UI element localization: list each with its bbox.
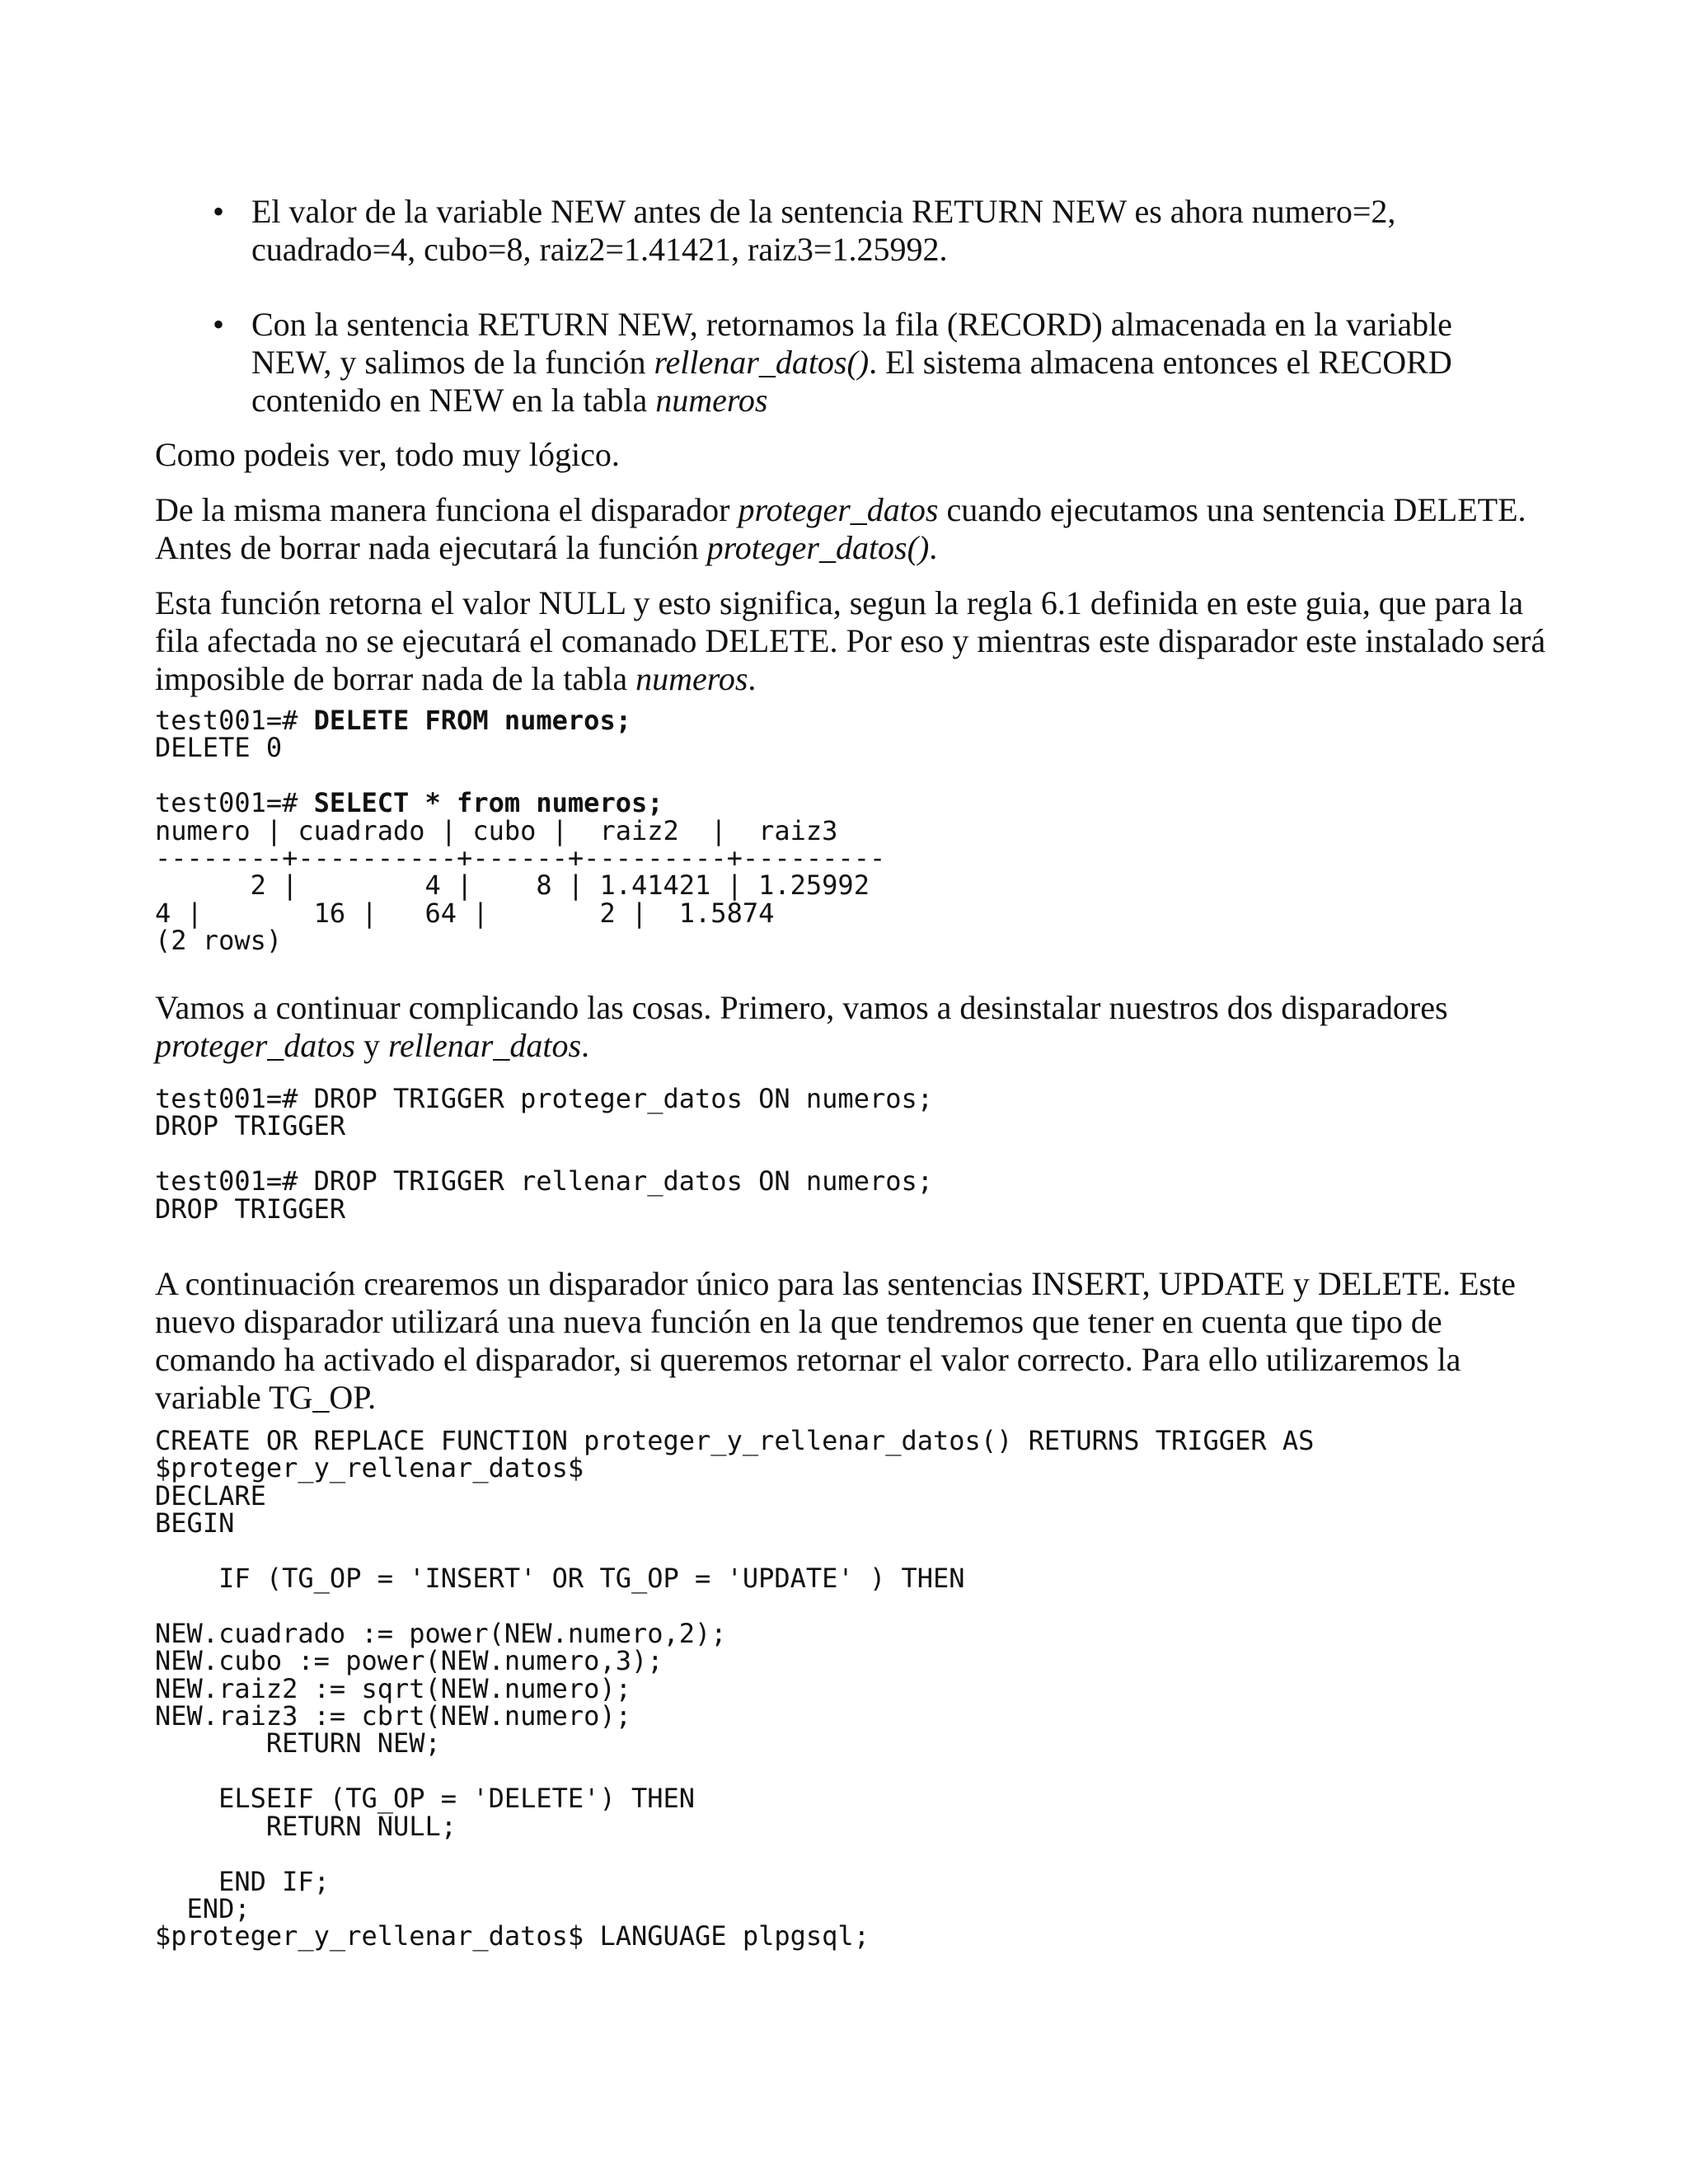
result-row: 2 | 4 | 8 | 1.41421 | 1.25992 xyxy=(155,869,870,902)
paragraph-proteger-italic-b: proteger_datos() xyxy=(706,529,930,566)
paragraph-proteger-text-b: cuando ejecutamos una sentencia DELETE. Antes de borrar nada ejecutará la función xyxy=(155,491,1526,566)
paragraph-continuar-italic-b: rellenar_datos xyxy=(387,1027,582,1064)
psql-command: SELECT * from numeros; xyxy=(313,787,663,819)
paragraph-continuar xyxy=(155,989,1556,1065)
bullet-1-text: El valor de la variable NEW antes de la sentencia RETURN NEW es ahora numero=2, cuadrado=4, cubo=8, raiz2=1.41421, raiz3=1.25992. xyxy=(251,193,1396,268)
result-header: numero | cuadrado | cubo | raiz2 | raiz3 xyxy=(155,814,838,846)
paragraph-null-italic: numeros xyxy=(635,660,748,697)
paragraph-proteger-text-a: De la misma manera funciona el disparador xyxy=(155,491,738,528)
code-line: NEW.raiz3 := cbrt(NEW.numero); xyxy=(155,1700,631,1732)
code-block-delete-select xyxy=(155,707,885,955)
bullet-2-text-b: . El sistema almacena entonces el RECORD contenido en NEW en la tabla xyxy=(251,344,1452,419)
bullet-2-text-a: Con la sentencia RETURN NEW, retornamos la fila (RECORD) almacenada en la variable NEW, y salimos de la función xyxy=(251,306,1452,381)
code-line: END IF; xyxy=(155,1865,330,1897)
bullet-2-italic-table: numeros xyxy=(655,382,768,419)
bullet-marker: • xyxy=(213,306,225,343)
code-block-drop-triggers xyxy=(155,1085,933,1223)
bullet-marker: • xyxy=(213,193,225,230)
code-line: NEW.raiz2 := sqrt(NEW.numero); xyxy=(155,1672,631,1704)
result-row: 4 | 16 | 64 | 2 | 1.5874 xyxy=(155,897,775,929)
code-line: NEW.cubo := power(NEW.numero,3); xyxy=(155,1645,663,1677)
paragraph-null-text-b: . xyxy=(748,660,757,697)
psql-command: DELETE FROM numeros; xyxy=(313,705,631,736)
code-line: END; xyxy=(155,1892,251,1924)
code-line: DELETE 0 xyxy=(155,732,283,764)
code-line-blank xyxy=(155,1840,1314,1868)
code-line-blank xyxy=(155,1538,1314,1565)
code-line-blank xyxy=(155,762,885,790)
result-separator: --------+----------+------+---------+--------- xyxy=(155,842,886,874)
code-line: ELSEIF (TG_OP = 'DELETE') THEN xyxy=(155,1783,696,1815)
paragraph-logico-text: Como podeis ver, todo muy lógico. xyxy=(155,436,620,473)
paragraph-proteger-text-c: . xyxy=(929,529,938,566)
code-line: $proteger_y_rellenar_datos$ LANGUAGE plpgsql; xyxy=(155,1920,870,1952)
code-line-blank xyxy=(155,1141,933,1168)
paragraph-continuar-text-c: . xyxy=(581,1027,590,1064)
psql-prompt: test001=# xyxy=(155,787,314,819)
code-line: DECLARE xyxy=(155,1479,266,1511)
code-line xyxy=(155,787,885,819)
paragraph-proteger xyxy=(155,491,1556,567)
paragraph-unico xyxy=(155,1265,1556,1417)
paragraph-continuar-italic-a: proteger_datos xyxy=(155,1027,355,1064)
code-line: DROP TRIGGER xyxy=(155,1193,346,1225)
paragraph-unico-text: A continuación crearemos un disparador único para las sentencias INSERT, UPDATE y DELETE. Este nuevo disparador utilizará una nueva función en la que tendremos que tener en cuenta que tipo de comando ha activado el disparador, si queremos retornar el valor correcto. Para ello utilizaremos la variable TG_OP. xyxy=(155,1265,1516,1416)
paragraph-continuar-text-a: Vamos a continuar complicando las cosas. Primero, vamos a desinstalar nuestros dos disparadores xyxy=(155,989,1448,1026)
result-count: (2 rows) xyxy=(155,925,283,957)
bullet-item-2 xyxy=(251,306,1537,419)
paragraph-continuar-text-b: y xyxy=(354,1027,388,1064)
code-line: IF (TG_OP = 'INSERT' OR TG_OP = 'UPDATE' ) THEN xyxy=(155,1563,965,1595)
paragraph-logico xyxy=(155,436,1556,474)
code-line: test001=# DROP TRIGGER rellenar_datos ON numeros; xyxy=(155,1165,934,1197)
code-line: $proteger_y_rellenar_datos$ xyxy=(155,1452,584,1484)
code-line: RETURN NEW; xyxy=(155,1727,441,1760)
code-line-blank xyxy=(155,1592,1314,1619)
code-line-blank xyxy=(155,1758,1314,1785)
paragraph-null xyxy=(155,584,1556,698)
paragraph-proteger-italic-a: proteger_datos xyxy=(738,491,939,528)
code-line: RETURN NULL; xyxy=(155,1810,457,1842)
code-line xyxy=(155,707,885,734)
code-line: DROP TRIGGER xyxy=(155,1110,346,1142)
code-line: NEW.cuadrado := power(NEW.numero,2); xyxy=(155,1617,727,1649)
code-block-function xyxy=(155,1427,1314,1951)
bullet-item-1 xyxy=(251,193,1537,269)
code-line: BEGIN xyxy=(155,1507,235,1540)
paragraph-null-text-a: Esta función retorna el valor NULL y esto significa, segun la regla 6.1 definida en este guia, que para la fila afectada no se ejecutará el comanado DELETE. Por eso y mientras este disparador este instalado será imposible de borrar nada de la tabla xyxy=(155,584,1546,697)
psql-prompt: test001=# xyxy=(155,705,314,736)
code-line: CREATE OR REPLACE FUNCTION proteger_y_rellenar_datos() RETURNS TRIGGER AS xyxy=(155,1425,1315,1456)
code-line: test001=# DROP TRIGGER proteger_datos ON numeros; xyxy=(155,1083,934,1114)
bullet-2-italic-function: rellenar_datos() xyxy=(654,344,870,381)
